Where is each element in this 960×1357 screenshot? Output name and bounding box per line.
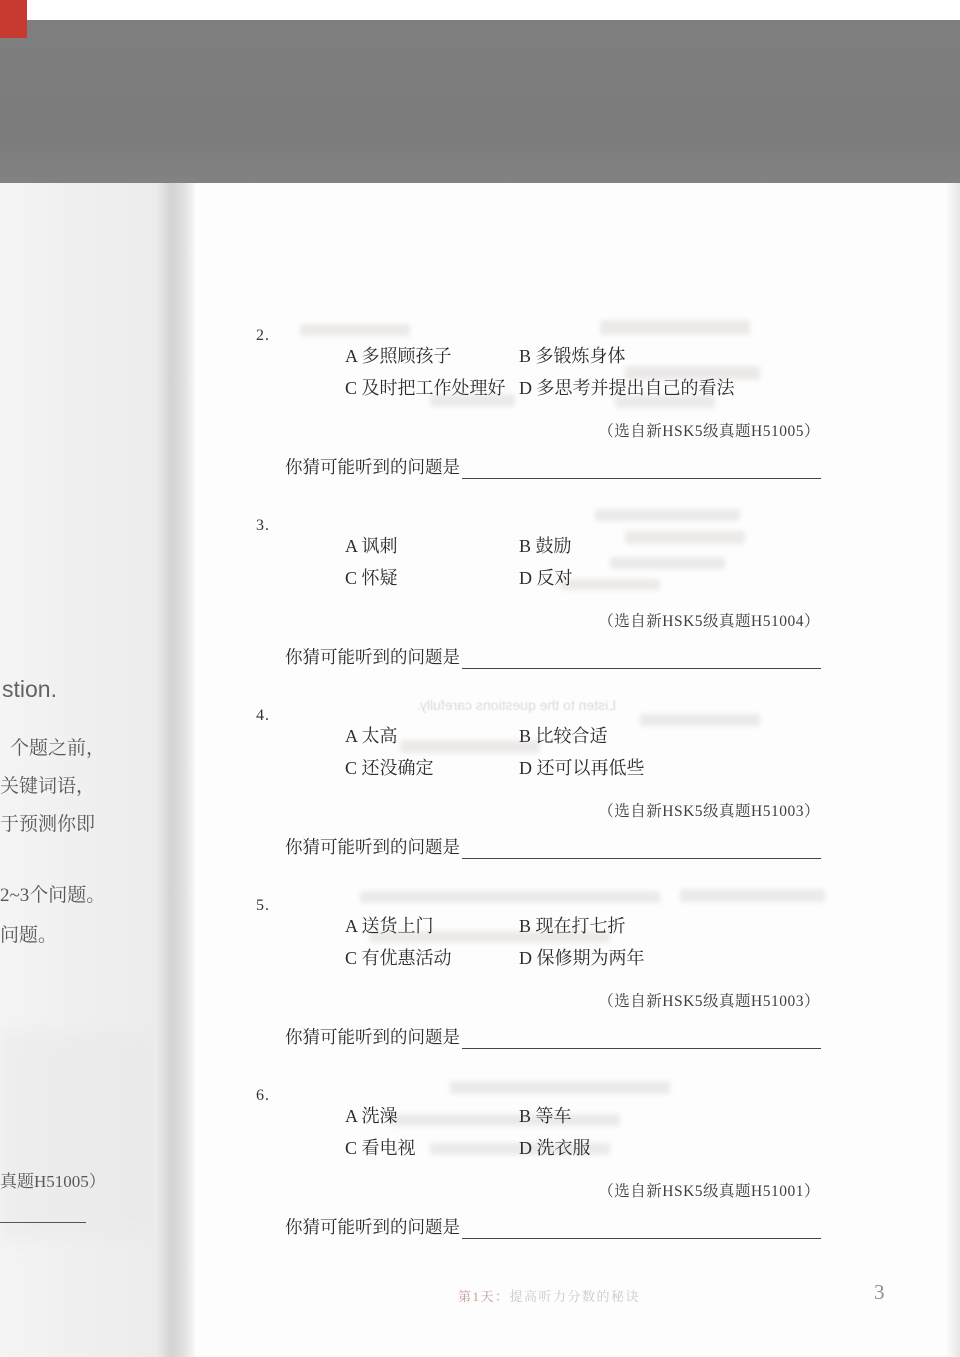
facing-page-fragment: 个题之前，: [10, 738, 106, 759]
option-d: D 反对: [519, 568, 573, 588]
option-c: C 有优惠活动: [345, 948, 452, 968]
option-a: A 洗澡: [345, 1106, 398, 1126]
facing-page-fragment: 2~3个问题。: [0, 885, 106, 906]
running-footer: [458, 1286, 640, 1305]
answer-blank: [462, 1027, 821, 1049]
question-block-4: [0, 707, 960, 873]
facing-page-fragment: 关键词语，: [0, 776, 96, 797]
page-number: 3: [874, 1280, 885, 1304]
facing-page-fragment: 真题H51005）: [0, 1172, 106, 1191]
question-block-3: [0, 517, 960, 683]
option-c: C 看电视: [345, 1138, 416, 1158]
question-number: 4.: [256, 707, 270, 724]
chapter-title: 提高听力分数的秘诀: [509, 1289, 641, 1304]
facing-page-fragment: 于预测你即: [0, 814, 96, 835]
guess-line: [285, 1024, 821, 1049]
question-block-5: [0, 897, 960, 1063]
guess-label: 你猜可能听到的问题是: [285, 457, 460, 477]
source-citation: （选自新HSK5级真题H51003）: [598, 803, 820, 820]
question-number: 5.: [256, 897, 270, 914]
answer-blank: [462, 1217, 821, 1239]
guess-line: [285, 834, 821, 859]
option-a: A 多照顾孩子: [345, 346, 452, 366]
option-b: B 现在打七折: [519, 916, 626, 936]
answer-blank: [462, 837, 821, 859]
option-d: D 还可以再低些: [519, 758, 645, 778]
question-number: 3.: [256, 517, 270, 534]
scanner-background-band: [0, 20, 960, 183]
source-citation: （选自新HSK5级真题H51003）: [598, 993, 820, 1010]
option-b: B 等车: [519, 1106, 572, 1126]
option-d: D 多思考并提出自己的看法: [519, 378, 735, 398]
red-corner-tab: [0, 0, 27, 38]
guess-label: 你猜可能听到的问题是: [285, 647, 460, 667]
answer-blank: [462, 647, 821, 669]
option-b: B 比较合适: [519, 726, 608, 746]
option-b: B 多锻炼身体: [519, 346, 626, 366]
source-citation: （选自新HSK5级真题H51004）: [598, 613, 820, 630]
guess-line: [285, 644, 821, 669]
guess-line: [285, 454, 821, 479]
scan-top-margin: [0, 0, 960, 20]
option-d: D 保修期为两年: [519, 948, 645, 968]
guess-label: 你猜可能听到的问题是: [285, 837, 460, 857]
question-number: 6.: [256, 1087, 270, 1104]
source-citation: （选自新HSK5级真题H51005）: [598, 423, 820, 440]
answer-blank: [462, 457, 821, 479]
question-block-2: [0, 327, 960, 493]
facing-page-fragment: 问题。: [0, 925, 58, 946]
option-a: A 太高: [345, 726, 398, 746]
option-a: A 送货上门: [345, 916, 434, 936]
question-block-6: [0, 1087, 960, 1253]
option-d: D 洗衣服: [519, 1138, 591, 1158]
option-c: C 及时把工作处理好: [345, 378, 506, 398]
option-c: C 还没确定: [345, 758, 434, 778]
option-a: A 讽刺: [345, 536, 398, 556]
question-number: 2.: [256, 327, 270, 344]
source-citation: （选自新HSK5级真题H51001）: [598, 1183, 820, 1200]
guess-label: 你猜可能听到的问题是: [285, 1027, 460, 1047]
guess-label: 你猜可能听到的问题是: [285, 1217, 460, 1237]
option-c: C 怀疑: [345, 568, 398, 588]
option-b: B 鼓励: [519, 536, 572, 556]
bleed-through-english-line: Listen to the questions carefully.: [417, 697, 616, 713]
facing-page-fragment: stion.: [2, 676, 57, 702]
chapter-prefix: 第1天：: [458, 1289, 510, 1304]
guess-line: [285, 1214, 821, 1239]
